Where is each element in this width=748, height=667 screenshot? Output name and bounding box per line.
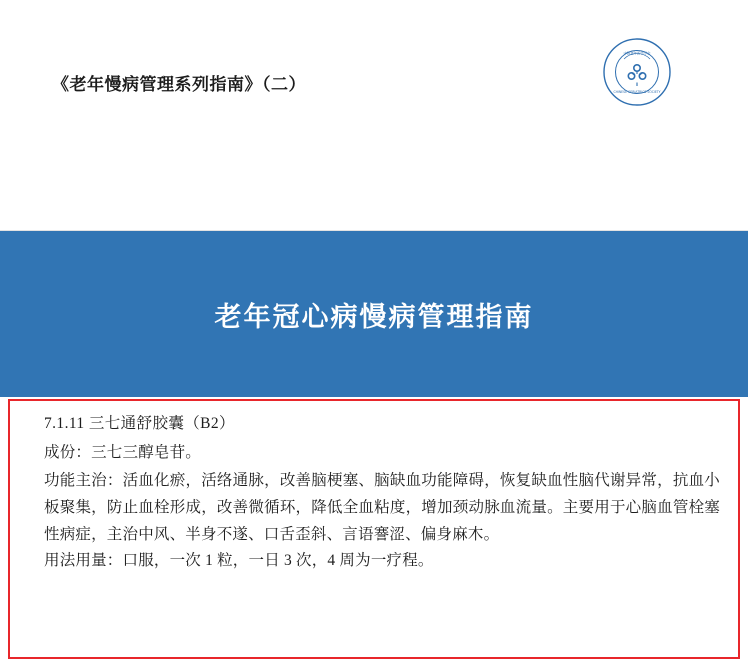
composition-paragraph: 成份：三七三醇皂苷。 xyxy=(44,443,202,461)
indications-paragraph: 功能主治：活血化瘀，活络通脉，改善脑梗塞、脑缺血功能障碍，恢复缺血性脑代谢异常，抗血小板聚集，防止血栓形成，改善微循环，降低全血粘度，增加颈动脉血流量。主要用于心脑血管栓塞性病症，主治中风、半身不遂、口舌歪斜、言语謇涩、偏身麻木。 xyxy=(44,472,720,543)
guideline-title: 老年冠心病慢病管理指南 xyxy=(214,301,534,332)
circular-institute-seal-icon xyxy=(602,37,672,107)
section-heading: 7.1.11 三七通舒胶囊（B2） xyxy=(44,415,235,432)
highlighted-content-box xyxy=(8,399,740,659)
dosage-paragraph: 用法用量：口服，一次 1 粒，一日 3 次，4 周为一疗程。 xyxy=(44,552,434,570)
content-body xyxy=(10,401,738,575)
document-header xyxy=(0,0,748,231)
svg-text:中国老年医学学会: 中国老年医学学会 xyxy=(623,51,651,56)
svg-text:CHINESE GERIATRICS SOCIETY: CHINESE GERIATRICS SOCIETY xyxy=(613,90,661,94)
guideline-banner xyxy=(0,231,748,397)
series-title: 《老年慢病管理系列指南》（二） xyxy=(52,75,306,94)
